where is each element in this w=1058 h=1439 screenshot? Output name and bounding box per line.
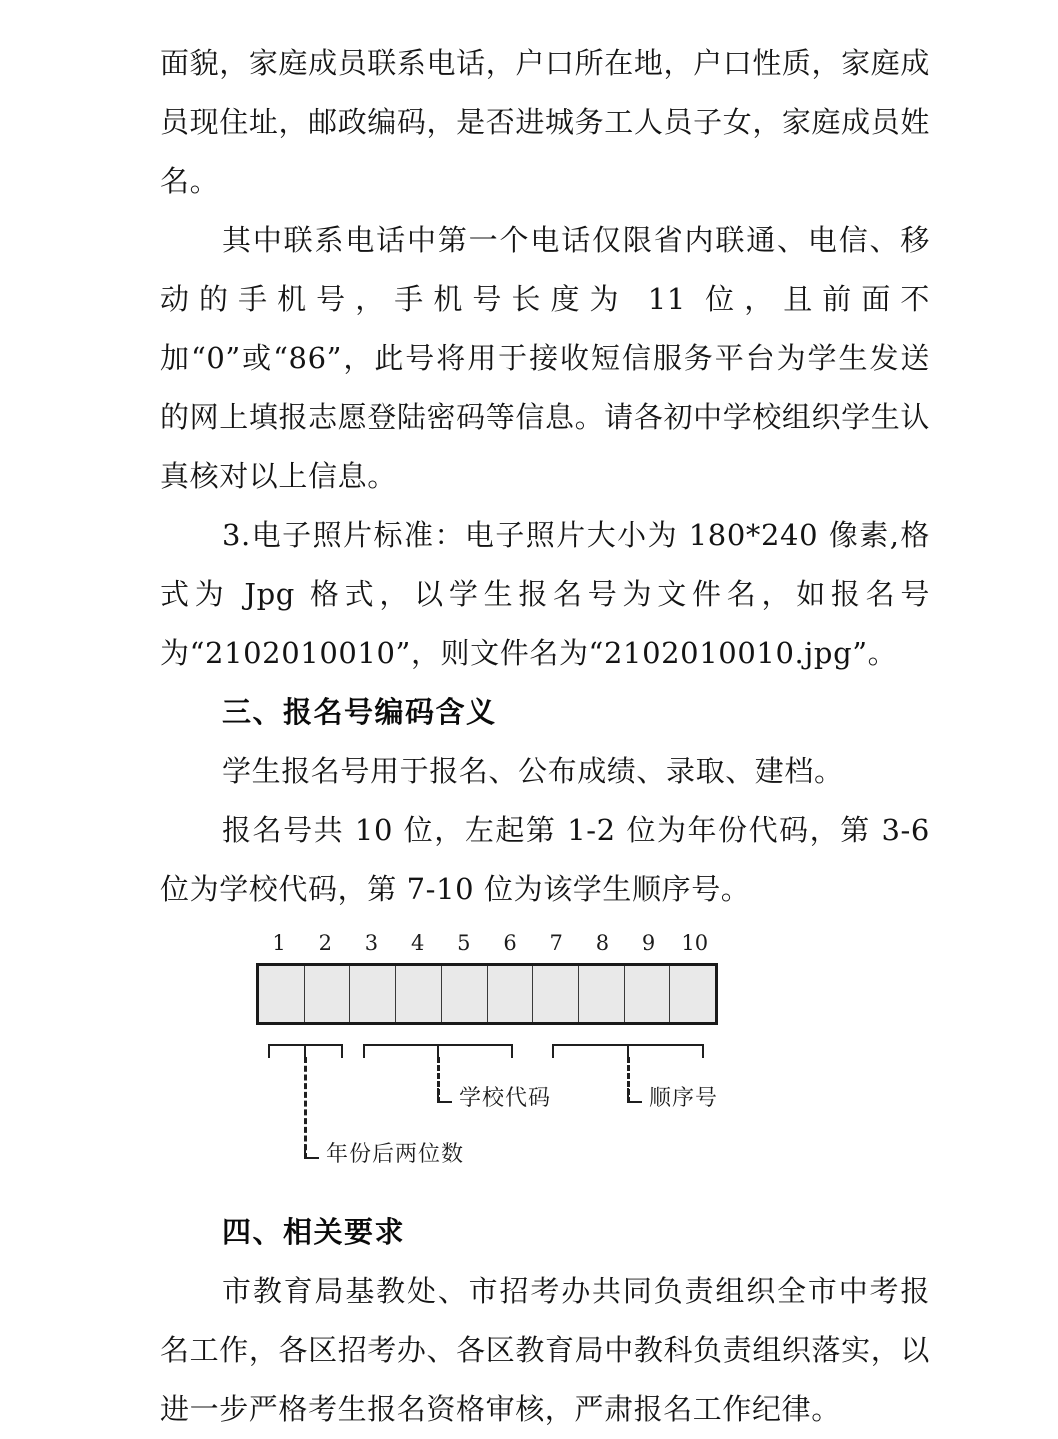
paragraph-photo-standard: 3.电子照片标准：电子照片大小为 180*240 像素,格式为 Jpg 格式，以学生报名号为文件名，如报名号为“2102010010”，则文件名为“2102010010.jpg”。: [160, 518, 930, 670]
code-cell: [350, 966, 396, 1022]
label-year-code: 年份后两位数: [326, 1142, 465, 1167]
elbow-school: [437, 1088, 452, 1103]
code-cell: [259, 966, 305, 1022]
code-cell: [670, 966, 715, 1022]
cell-number: 2: [318, 931, 332, 955]
label-school-code: 学校代码: [459, 1086, 552, 1111]
cell-number-row: [256, 931, 718, 955]
registration-code-diagram: [160, 931, 930, 1203]
document-content: [160, 34, 930, 1439]
paragraph-related-requirements: 市教育局基教处、市招考办共同负责组织全市中考报名工作，各区招考办、各区教育局中教科负责组织落实，以进一步严格考生报名资格审核，严肃报名工作纪律。: [160, 1274, 930, 1426]
cell-number: 6: [503, 931, 517, 955]
cell-number: 9: [641, 931, 656, 955]
paragraph-phone-requirements: 其中联系电话中第一个电话仅限省内联通、电信、移动的手机号，手机号长度为 11 位，且前面不加“0”或“86”，此号将用于接收短信服务平台为学生发送的网上填报志愿登陆密码等信息。请各初中学校组织学生认真核对以上信息。: [160, 223, 930, 493]
code-cell: [442, 966, 488, 1022]
cell-number: 3: [364, 931, 379, 955]
paragraph-family-info: 面貌，家庭成员联系电话，户口所在地，户口性质，家庭成员现住址，邮政编码，是否进城务工人员子女，家庭成员姓名。: [160, 46, 930, 198]
elbow-year: [304, 1144, 319, 1159]
code-cell: [305, 966, 351, 1022]
code-cell: [396, 966, 442, 1022]
heading-section-four: 四、相关要求: [222, 1215, 406, 1249]
code-cell: [625, 966, 671, 1022]
bracket-year-group: [268, 1044, 343, 1058]
cell-number: 10: [681, 931, 709, 955]
heading-section-three: 三、报名号编码含义: [222, 695, 497, 729]
cell-number: 7: [549, 931, 563, 955]
code-cell: [579, 966, 625, 1022]
label-sequence-number: 顺序号: [649, 1086, 719, 1111]
cell-number: 5: [457, 931, 471, 955]
paragraph-registration-usage: 学生报名号用于报名、公布成绩、录取、建档。: [222, 754, 844, 788]
paragraph-registration-structure: 报名号共 10 位，左起第 1-2 位为年份代码，第 3-6 位为学校代码，第 7-10 位为该学生顺序号。: [160, 813, 930, 906]
code-cell: [533, 966, 579, 1022]
code-cell: [488, 966, 534, 1022]
cell-number: 1: [272, 931, 286, 955]
code-cells-table: [256, 963, 718, 1025]
cell-number: 8: [595, 931, 610, 955]
elbow-sequence: [627, 1088, 642, 1103]
cell-number: 4: [410, 931, 425, 955]
bracket-sequence-group: [552, 1044, 704, 1058]
bracket-school-group: [363, 1044, 513, 1058]
